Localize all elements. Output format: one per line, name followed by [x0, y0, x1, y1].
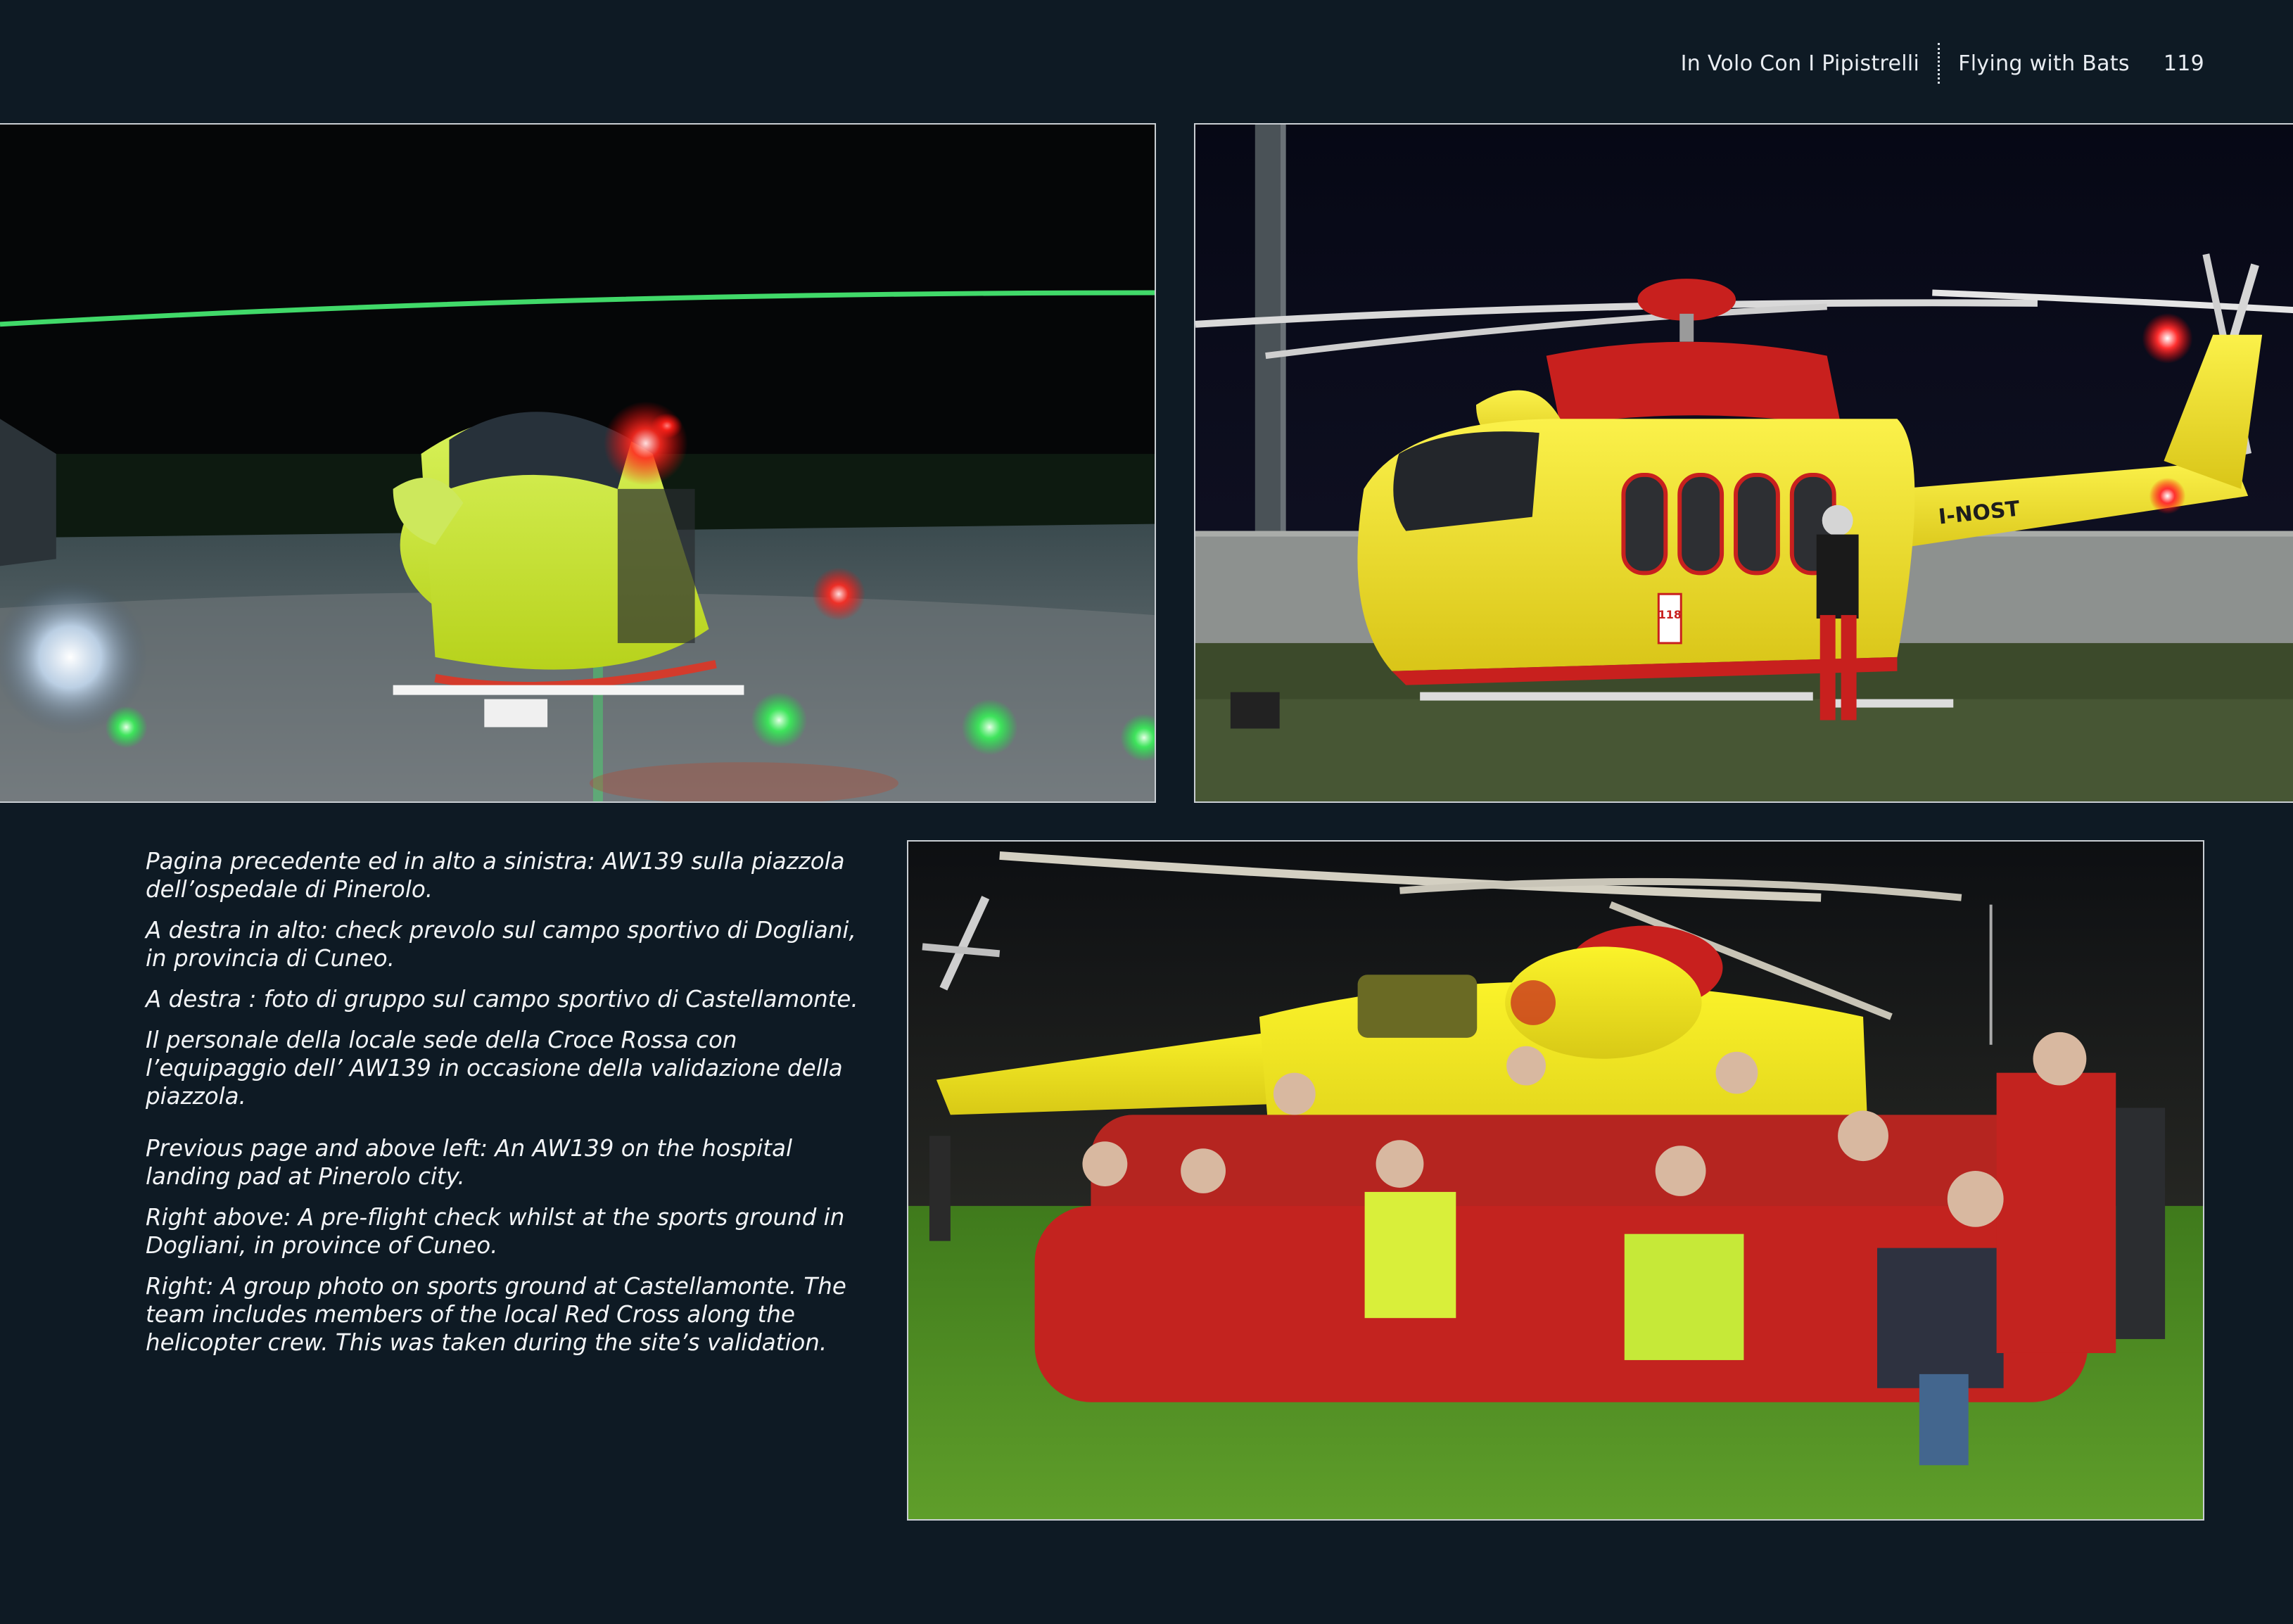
caption-english-1: Previous page and above left: An AW139 on the hospital landing pad at Pinerolo city. — [146, 1135, 792, 1190]
caption-italian-4: Il personale della locale sede della Croce Rossa con l’equipaggio dell’ AW139 in occasione della validazione della piazzola. — [146, 1027, 843, 1110]
helicopter-preflight-image — [1195, 125, 2293, 801]
photo-group-castellamonte — [907, 840, 2204, 1521]
tail-registration: I-NOST — [1937, 496, 2021, 530]
photo-captions — [146, 847, 881, 1369]
group-photo-image — [908, 842, 2203, 1519]
photo-preflight-check — [1194, 123, 2293, 803]
helicopter-night-landing-image — [0, 125, 1155, 801]
caption-english-3: Right: A group photo on sports ground at Castellamonte. The team includes members of the local Red Cross along the helicopter crew. This was taken during the site’s validation. — [146, 1273, 846, 1356]
page-number: 119 — [2163, 51, 2204, 76]
running-header — [1681, 45, 2204, 82]
caption-italian-1: Pagina precedente ed in alto a sinistra: AW139 sulla piazzola dell’ospedale di Pinerolo. — [146, 848, 845, 903]
header-title-italian: In Volo Con I Pipistrelli — [1680, 51, 1920, 76]
photo-helicopter-hospital-pad — [0, 123, 1156, 803]
caption-gap — [146, 1123, 881, 1134]
badge-118-label: 118 — [1658, 608, 1682, 622]
header-divider — [1938, 43, 1940, 84]
header-title-english: Flying with Bats — [1958, 51, 2130, 76]
caption-english-2: Right above: A pre-flight check whilst at the sports ground in Dogliani, in province of Cuneo. — [146, 1204, 845, 1259]
caption-italian-2: A destra in alto: check prevolo sul campo sportivo di Dogliani, in provincia di Cuneo. — [146, 917, 856, 972]
caption-italian-3: A destra : foto di gruppo sul campo sportivo di Castellamonte. — [146, 986, 858, 1013]
